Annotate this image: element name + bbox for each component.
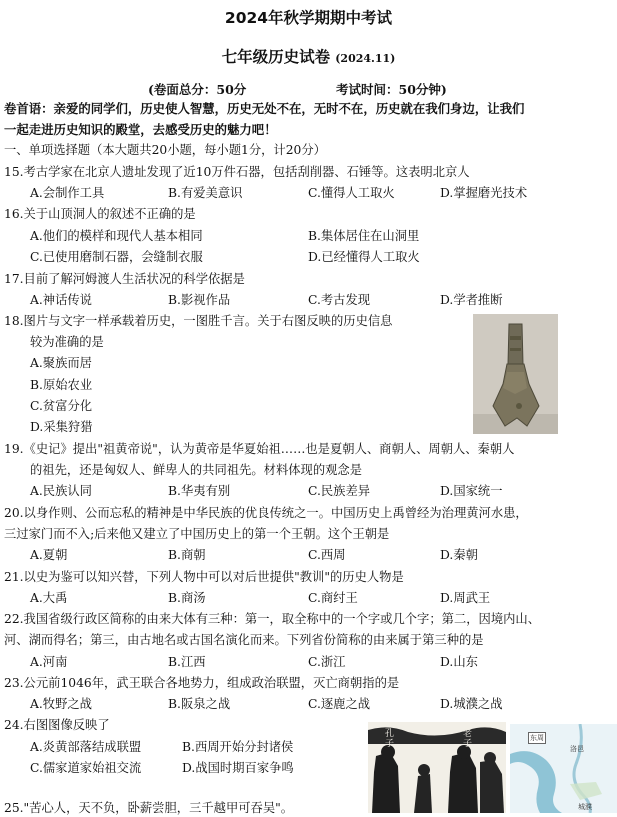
subtitle-row: [0, 45, 617, 67]
section-heading: 一、单项选择题（本大题共20小题，每小题1分，计20分）: [4, 143, 326, 157]
q15-option-d[interactable]: D.掌握磨光技术: [440, 186, 528, 200]
q24-option-c[interactable]: C.儒家道家始祖交流: [30, 761, 142, 775]
bronze-spade-coin-icon: [473, 314, 558, 434]
q21-option-d[interactable]: D.周武王: [440, 591, 491, 605]
relief-label-right: 老子: [461, 728, 471, 748]
q18-option-b[interactable]: B.原始农业: [30, 378, 93, 392]
q18-stem-line-1: 18.图片与文字一样承载着历史，一图胜千言。关于右图反映的历史信息: [4, 314, 393, 328]
relief-label-left: 孔子: [383, 728, 393, 748]
q16-option-a[interactable]: A.他们的模样和现代人基本相同: [30, 229, 203, 243]
q22-option-b[interactable]: B.江西: [168, 655, 206, 669]
map-label-1: 东周: [530, 734, 544, 742]
q16-option-d[interactable]: D.已经懂得人工取火: [308, 250, 420, 264]
q22-option-d[interactable]: D.山东: [440, 655, 478, 669]
map-image: [510, 724, 617, 813]
q16-stem: 16.关于山顶洞人的叙述不正确的是: [4, 207, 196, 221]
q20-option-a[interactable]: A.夏朝: [30, 548, 68, 562]
map-label-3: 城濮: [578, 803, 592, 811]
exam-title: 2024年秋学期期中考试: [224, 9, 393, 27]
q16-option-b[interactable]: B.集体居住在山洞里: [308, 229, 420, 243]
q23-stem: 23.公元前1046年，武王联合各地势力，组成政治联盟，灭亡商朝指的是: [4, 676, 400, 690]
q19-option-b[interactable]: B.华夷有别: [168, 484, 231, 498]
q15-option-a[interactable]: A.会制作工具: [30, 186, 105, 200]
preface-line-1: 卷首语：亲爱的同学们，历史使人智慧，历史无处不在，无时不在，历史就在我们身边，让我们: [4, 101, 525, 116]
q19-option-c[interactable]: C.民族差异: [308, 484, 371, 498]
paper-subtitle: 七年级历史试卷: [221, 48, 331, 66]
q23-option-b[interactable]: B.阪泉之战: [168, 697, 231, 711]
q15-option-b[interactable]: B.有爱美意识: [168, 186, 243, 200]
q15-option-c[interactable]: C.懂得人工取火: [308, 186, 395, 200]
q20-stem-line-2: 三过家门而不入;后来他又建立了中国历史上的第一个王朝。这个王朝是: [4, 527, 390, 541]
q17-option-b[interactable]: B.影视作品: [168, 293, 231, 307]
paper-date: (2024.11): [335, 52, 396, 65]
q20-stem-line-1: 20.以身作则、公而忘私的精神是中华民族的优良传统之一。中国历史上禹曾经为治理黄河水患，: [4, 506, 528, 520]
q19-stem-line-1: 19.《史记》提出"祖黄帝说"，认为黄帝是华夏始祖……也是夏朝人、商朝人、周朝人、秦朝人: [4, 442, 515, 456]
q19-stem-line-2: 的祖先，还是匈奴人、鲜卑人的共同祖先。材料体现的观念是: [30, 463, 363, 477]
q19-option-d[interactable]: D.国家统一: [440, 484, 503, 498]
q17-option-a[interactable]: A.神话传说: [30, 293, 92, 307]
q24-option-d[interactable]: D.战国时期百家争鸣: [182, 761, 294, 775]
q18-stem-line-2: 较为准确的是: [30, 335, 104, 349]
q20-option-b[interactable]: B.商朝: [168, 548, 206, 562]
q21-option-a[interactable]: A.大禹: [30, 591, 68, 605]
map-icon: [510, 724, 617, 813]
q22-option-a[interactable]: A.河南: [30, 655, 68, 669]
total-score: (卷面总分：50分: [148, 82, 247, 97]
preface-line-2: 一起走进历史知识的殿堂，去感受历史的魅力吧！: [4, 122, 277, 137]
q23-option-d[interactable]: D.城濮之战: [440, 697, 503, 711]
q23-option-a[interactable]: A.牧野之战: [30, 697, 92, 711]
q20-option-d[interactable]: D.秦朝: [440, 548, 478, 562]
exam-time: 考试时间：50分钟): [336, 82, 447, 97]
q21-option-b[interactable]: B.商汤: [168, 591, 206, 605]
q16-option-c[interactable]: C.已使用磨制石器，会缝制衣服: [30, 250, 203, 264]
q21-option-c[interactable]: C.商纣王: [308, 591, 358, 605]
q24-stem: 24.右图图像反映了: [4, 718, 110, 732]
q22-stem-line-2: 河、湖而得名；第三，由古地名或古国名演化而来。下列省份简称的由来属于第三种的是: [4, 633, 484, 647]
q22-option-c[interactable]: C.浙江: [308, 655, 346, 669]
map-label-2: 洛邑: [570, 745, 584, 753]
q20-option-c[interactable]: C.西周: [308, 548, 346, 562]
q15-stem: 15.考古学家在北京人遗址发现了近10万件石器，包括刮削器、石锤等。这表明北京人: [4, 165, 470, 179]
q17-option-c[interactable]: C.考古发现: [308, 293, 371, 307]
q24-option-b[interactable]: B.西周开始分封诸侯: [182, 740, 294, 754]
q19-option-a[interactable]: A.民族认同: [30, 484, 92, 498]
q25-stem: 25."苦心人，天不负，卧薪尝胆，三千越甲可吞吴"。: [4, 801, 294, 815]
bronze-spade-coin-image: [473, 314, 558, 434]
q21-stem: 21.以史为鉴可以知兴替，下列人物中可以对后世提供"教训"的历史人物是: [4, 570, 404, 584]
q18-option-d[interactable]: D.采集狩猎: [30, 420, 93, 434]
stone-relief-image: [368, 722, 506, 813]
q17-option-d[interactable]: D.学者推断: [440, 293, 503, 307]
q24-option-a[interactable]: A.炎黄部落结成联盟: [30, 740, 142, 754]
q18-option-c[interactable]: C.贫富分化: [30, 399, 93, 413]
q17-stem: 17.目前了解河姆渡人生活状况的科学依据是: [4, 272, 245, 286]
q23-option-c[interactable]: C.逐鹿之战: [308, 697, 371, 711]
q18-option-a[interactable]: A.聚族而居: [30, 356, 92, 370]
q22-stem-line-1: 22.我国省级行政区简称的由来大体有三种：第一，取全称中的一个字或几个字；第二，因境内山、: [4, 612, 541, 626]
